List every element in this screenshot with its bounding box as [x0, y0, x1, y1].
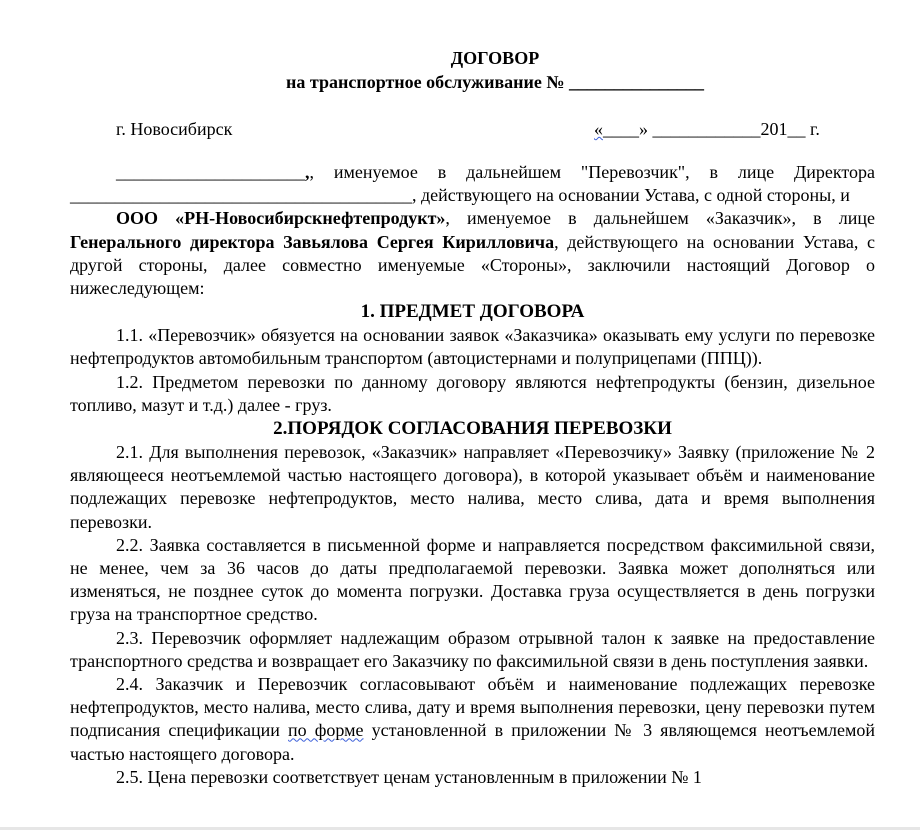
clause-1-2: 1.2. Предметом перевозки по данному договору являются нефтепродукты (бензин, дизельное топливо, мазут и т.д.) далее - груз.	[70, 371, 875, 415]
preamble-paragraph-2	[70, 207, 875, 300]
clause-2-3: 2.3. Перевозчик оформляет надлежащим образом отрывной талон к заявке на предоставление транспортного средства и возвращает его Заказчику по факсимильной связи в день поступления заявки.	[70, 627, 875, 671]
clause-2-5: 2.5. Цена перевозки соответствует ценам установленным в приложении № 1	[116, 766, 702, 787]
date-open-quote: «	[594, 119, 603, 139]
clause-2-4-marked-text: по форме	[288, 720, 364, 741]
document-title: ДОГОВОР	[450, 48, 540, 68]
clause-2-4	[70, 673, 875, 766]
clause-2-1: 2.1. Для выполнения перевозок, «Заказчик» направляет «Перевозчику» Заявку (приложение № 2 являющееся неотъемлемой частью настоящего договора), в которой указывает объём и наименование подлежащих перевозке нефтепродуктов, место налива, место слива, дата и время выполнения перевозки.	[70, 442, 875, 532]
carrier-name-blank: _____________________	[116, 162, 305, 182]
preamble-text-1: , именуемое в дальнейшем "Перевозчик", в лице Директора ______________________________________, действующего на основании Устава, с одной стороны, и	[70, 162, 875, 206]
customer-org: ООО «РН-Новосибирскнефтепродукт»	[116, 208, 446, 229]
section-1-title: 1. ПРЕДМЕТ ДОГОВОРА	[360, 301, 585, 323]
date-rest: ____» ____________201__ г.	[603, 119, 820, 139]
document-body	[70, 161, 875, 789]
clause-2-4-text-b: установленной в приложении № 3 являющемся неотъемлемой частью настоящего договора.	[70, 720, 875, 764]
section-2-title: 2.ПОРЯДОК СОГЛАСОВАНИЯ ПЕРЕВОЗКИ	[273, 418, 672, 440]
clause-2-2: 2.2. Заявка составляется в письменной форме и направляется посредством факсимильной связи, не менее, чем за 36 часов до даты предполагаемой перевозки. Заявка может дополняться или изменяться, не позднее суток до момента погрузки. Доставка груза осуществляется в день погрузки груза на транспортное средство.	[70, 534, 875, 625]
clause-1-1: 1.1. «Перевозчик» обязуется на основании заявок «Заказчика» оказывать ему услуги по перевозке нефтепродуктов автомобильным транспортом (автоцистернами и полуприцепами (ППЦ)).	[70, 325, 875, 369]
document-subtitle: на транспортное обслуживание № _______________	[286, 72, 704, 92]
preamble-text-2a: , именуемое в дальнейшем «Заказчик», в лице	[445, 208, 876, 229]
preamble-paragraph-1: _____________________,, именуемое в дальнейшем "Перевозчик", в лице Директора ______________________________________, действующего на основании Устава, с одной стороны, и	[70, 162, 875, 206]
date-line	[594, 119, 820, 140]
city: г. Новосибирск	[116, 119, 233, 139]
customer-director: Генерального директора Завьялова Сергея Кирилловича	[70, 231, 555, 252]
clause-2-4-text-a: 2.4. Заказчик и Перевозчик согласовывают объём и наименование подлежащих перевозке нефтепродуктов, место налива, место слива, дату и время выполнения перевозки, цену перевозки путем подписания спецификации	[70, 674, 875, 741]
preamble-text-2b: , действующего на основании Устава, с другой стороны, далее совместно именуемые «Стороны», заключили настоящий Договор о нижеследующем:	[70, 231, 876, 299]
